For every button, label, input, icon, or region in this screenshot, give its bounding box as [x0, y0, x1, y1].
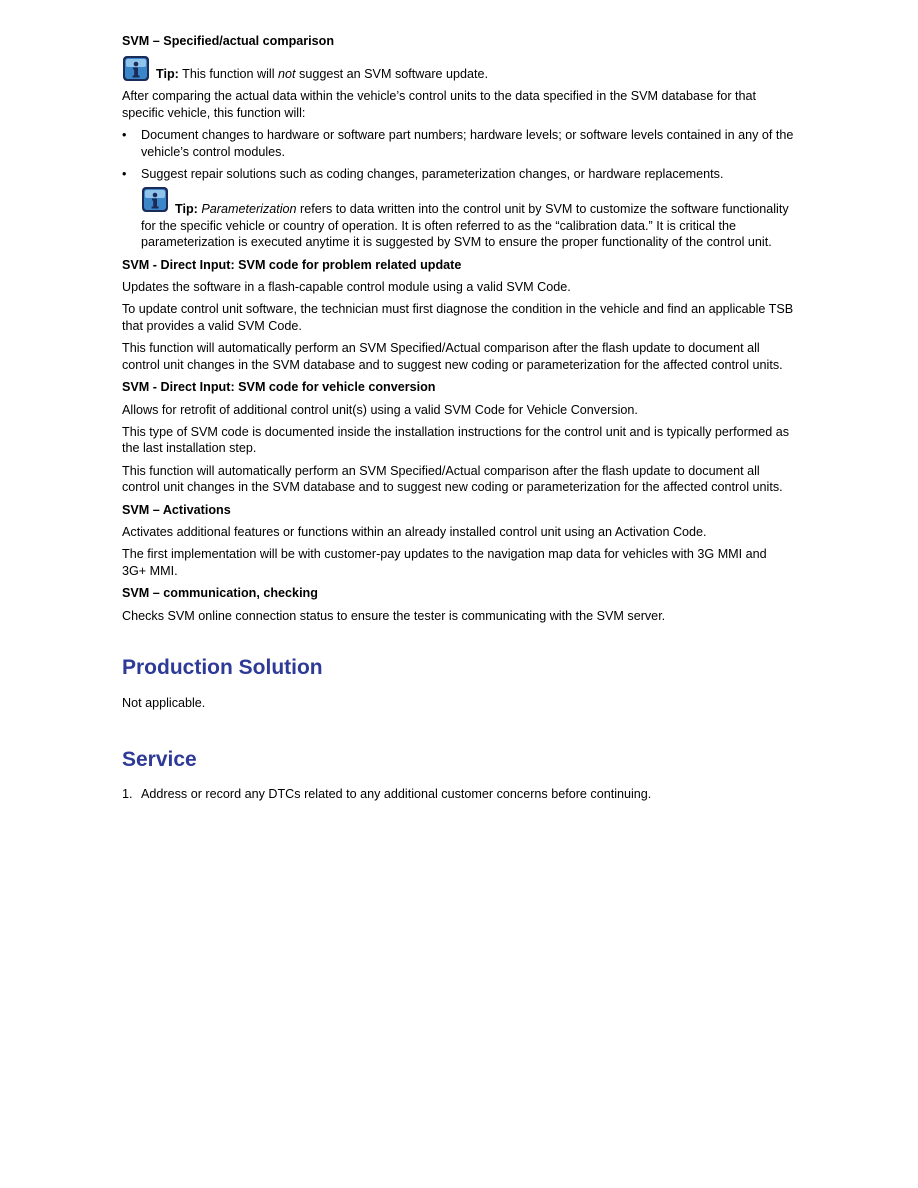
parameterization-tip — [141, 186, 794, 250]
paragraph: Allows for retrofit of additional control unit(s) using a valid SVM Code for Vehicle Conversion. — [122, 402, 638, 417]
section-heading-communication: SVM – communication, checking — [122, 586, 318, 601]
paragraph: This function will automatically perform an SVM Specified/Actual comparison after the flash update to document all control unit changes in the SVM database and to suggest new coding or parameterization for the affected control units. — [122, 463, 783, 495]
list-item: 1. Address or record any DTCs related to any additional customer concerns before continuing. — [122, 787, 652, 802]
tip-text: Tip: This function will not suggest an SVM software update. — [156, 67, 489, 81]
function-bullet-list — [122, 127, 794, 182]
production-solution-heading: Production Solution — [122, 655, 323, 679]
paragraph: Activates additional features or functions within an already installed control unit using an Activation Code. — [122, 524, 707, 539]
info-icon — [141, 186, 169, 213]
bullet-icon: • — [122, 167, 127, 182]
info-icon — [122, 55, 150, 82]
section-heading-activations: SVM – Activations — [122, 502, 231, 517]
section-heading-vehicle-conversion: SVM - Direct Input: SVM code for vehicle conversion — [122, 380, 436, 395]
list-item: • Document changes to hardware or software part numbers; hardware levels; or software levels contained in any of the vehicle’s control modules. — [122, 128, 794, 159]
tip-text: Tip: Parameterization refers to data written into the control unit by SVM to customize the software functionality for the specific vehicle or country of operation. It is often referred to as the “calibration data.” It is critical the parameterization is executed anytime it is suggested by SVM to ensure the proper functionality of the control unit. — [141, 202, 789, 250]
paragraph: This type of SVM code is documented inside the installation instructions for the control unit and is typically performed as the last installation step. — [122, 424, 790, 456]
paragraph: This function will automatically perform an SVM Specified/Actual comparison after the flash update to document all control unit changes in the SVM database and to suggest new coding or parameterization for the affected control units. — [122, 341, 783, 372]
paragraph: Checks SVM online connection status to ensure the tester is communicating with the SVM server. — [122, 608, 666, 623]
step-number: 1. — [122, 787, 133, 802]
bullet-icon: • — [122, 128, 127, 143]
tip-note — [122, 55, 794, 82]
paragraph: Updates the software in a flash-capable control module using a valid SVM Code. — [122, 280, 571, 295]
paragraph: Not applicable. — [122, 695, 206, 710]
document-page — [122, 33, 794, 803]
section-heading-problem-update: SVM - Direct Input: SVM code for problem related update — [122, 257, 462, 272]
paragraph: The first implementation will be with customer-pay updates to the navigation map data for vehicles with 3G MMI and 3G+ MMI. — [122, 547, 767, 578]
service-steps-list — [122, 786, 794, 802]
paragraph: To update control unit software, the technician must first diagnose the condition in the vehicle and find an applicable TSB that provides a valid SVM Code. — [122, 302, 794, 333]
list-item: • Suggest repair solutions such as coding changes, parameterization changes, or hardware replacements. — [122, 167, 724, 182]
service-heading: Service — [122, 748, 197, 772]
section-heading-specified-actual: SVM – Specified/actual comparison — [122, 34, 335, 48]
intro-paragraph: After comparing the actual data within the vehicle’s control units to the data specified in the SVM database for that specific vehicle, this function will: — [122, 89, 757, 120]
